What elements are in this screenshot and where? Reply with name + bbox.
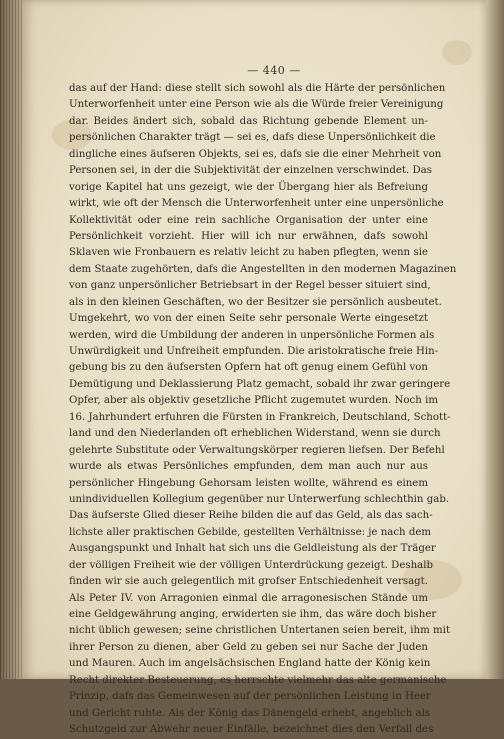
- text-line: wurde als etwas Persönliches empfunden, dem man auch nur aus: [69, 461, 428, 473]
- text-line: ihrer Person zu dienen, aber Geld zu geben sei nur Sache der Juden: [69, 641, 428, 653]
- text-line: Ausgangspunkt und Inhalt hat sich uns die Geldleistung als der Träger: [69, 543, 436, 555]
- body-text: [69, 81, 457, 739]
- text-line: unindividuellen Kollegium gegenüber nur Unterwerfung schlechthin gab.: [69, 493, 450, 505]
- text-line: Als Peter IV. von Arragonien einmal die arragonesischen Stände um: [69, 592, 428, 604]
- text-line: Kollektivität oder eine rein sachliche Organisation der unter eine: [69, 214, 428, 226]
- text-line: Unterworfenheit unter eine Person wie als die Würde freier Vereinigung: [69, 99, 444, 111]
- text-line: persönlicher Hingebung Gehorsam leisten wollte, während es einem: [69, 477, 428, 489]
- text-line: das auf der Hand: diese stellt sich sowohl als die Härte der persönlichen: [69, 83, 446, 94]
- text-line: Das äufserste Glied dieser Reihe bilden die auf das Geld, als das sach-: [69, 510, 433, 522]
- text-line: Persönlichkeit vorzieht. Hier will ich nur erwähnen, dafs sowohl: [69, 230, 428, 242]
- text-line: von ganz unpersönlicher Betriebsart in der Regel besser situiert sind,: [69, 280, 431, 292]
- text-line: Personen sei, in der die Subjektivität der einzelnen verschwindet. Das: [69, 165, 432, 177]
- text-line: Opfer, aber als objektiv gesetzliche Pflicht zugemutet wurden. Noch im: [69, 395, 438, 407]
- text-line: Prinzip, dafs das Gemeinwesen auf der persönlichen Leistung in Heer: [69, 691, 431, 703]
- text-line: Unwürdigkeit und Unfreiheit empfunden. Die aristokratische freie Hin-: [69, 346, 439, 357]
- text-line: lichste aller praktischen Gebilde, gestellten Verhältnisse: je nach dem: [69, 526, 432, 538]
- page-number: — 440 —: [247, 64, 301, 77]
- text-line: dar. Beides ändert sich, sobald das Richtung gebende Element un-: [69, 115, 428, 127]
- text-line: Umgekehrt, wo von der einen Seite sehr personale Werte eingesetzt: [69, 313, 428, 325]
- foxing-stain: [442, 40, 472, 65]
- text-line: Sklaven wie Fronbauern es relativ leicht zu haben pflegten, wenn sie: [69, 247, 428, 259]
- text-line: werden, wird die Umbildung der anderen in unpersönliche Formen als: [69, 329, 435, 341]
- text-line: eine Geldgewährung anging, erwiderten sie ihm, das wäre doch bisher: [69, 609, 437, 620]
- text-line: land und den Niederlanden oft erheblichen Widerstand, wenn sie durch: [69, 428, 441, 440]
- text-line: gebung bis zu den äufsersten Opfern hat oft genug einem Gefühl von: [69, 362, 428, 374]
- text-line: Schutzgeld zur Abwehr neuer Einfälle, bezeichnet dies den Verfall des: [69, 724, 434, 736]
- text-line: als in den kleinen Geschäften, wo der Besitzer sie persönlich ausbeutet.: [69, 296, 442, 308]
- text-line: dem Staate zugehörten, dafs die Angestellten in den modernen Magazinen: [69, 263, 457, 275]
- text-line: und Gericht ruhte. Als der König das Dänengeld erhebt, angeblich als: [69, 707, 431, 719]
- text-line: wirkt, wie oft der Mensch die Unterworfenheit unter eine unpersönliche: [69, 198, 444, 210]
- text-line: 16. Jahrhundert erfuhren die Fürsten in Frankreich, Deutschland, Schott-: [69, 411, 451, 423]
- text-line: persönlichen Charakter trägt — sei es, dafs diese Unpersönlichkeit die: [69, 132, 436, 144]
- text-line: und Mauren. Auch im angelsächsischen England hatte der König kein: [69, 658, 431, 670]
- text-line: Demütigung und Deklassierung Platz gemacht, sobald ihr zwar geringere: [69, 378, 451, 390]
- page-edges: [0, 0, 22, 679]
- text-line: der völligen Freiheit wie der völligen Unterdrückung gezeigt. Deshalb: [69, 559, 433, 571]
- text-line: finden wir sie auch gelegentlich mit grofser Entschiedenheit versagt.: [69, 576, 428, 588]
- text-line: gelehrte Substitute oder Verwaltungskörper regieren liefsen. Der Befehl: [69, 444, 445, 456]
- text-line: vorige Kapitel hat uns gezeigt, wie der Übergang hier als Befreiung: [69, 181, 428, 193]
- text-line: nicht üblich gewesen; seine christlichen Untertanen seien bereit, ihm mit: [69, 625, 451, 637]
- text-line: dingliche eines äufseren Objekts, sei es, dafs sie die einer Mehrheit von: [69, 148, 442, 160]
- text-line: Recht direkter Besteuerung, es herrschte vielmehr das alte germanische: [69, 674, 447, 686]
